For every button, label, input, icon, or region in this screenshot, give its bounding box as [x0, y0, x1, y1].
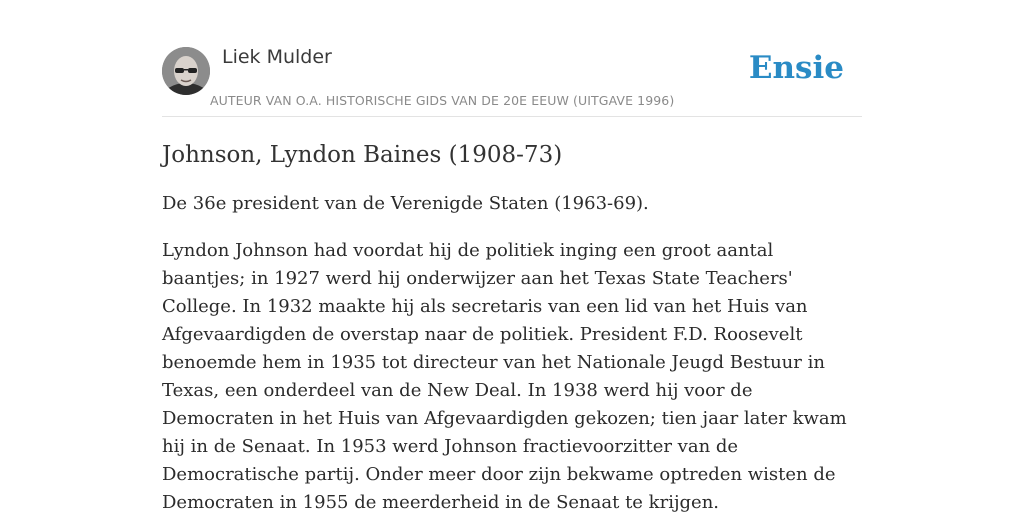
author-avatar[interactable] [162, 47, 210, 95]
article-lead: De 36e president van de Verenigde Staten (1963-69). [162, 193, 649, 214]
article-header [162, 44, 862, 117]
author-bio: AUTEUR VAN O.A. HISTORISCHE GIDS VAN DE 20E EEUW (UITGAVE 1996) [210, 93, 675, 108]
article-title: Johnson, Lyndon Baines (1908-73) [162, 142, 563, 168]
article-body: Lyndon Johnson had voordat hij de politiek inging een groot aantal baantjes; in 1927 werd hij onderwijzer aan het Texas State Teachers' College. In 1932 maakte hij als secretaris van een lid van het Huis van Afgevaardigden de overstap naar de politiek. President F.D. Roosevelt benoemde hem in 1935 tot directeur van het Nationale Jeugd Bestuur in Texas, een onderdeel van de New Deal. In 1938 werd hij voor de Democraten in het Huis van Afgevaardigden gekozen; tien jaar later kwam hij in de Senaat. In 1953 werd Johnson fractievoorzitter van de Democratische partij. Onder meer door zijn bekwame optreden wisten de Democraten in 1955 de meerderheid in de Senaat te krijgen. [162, 240, 847, 512]
article-content [162, 139, 862, 512]
author-photo-icon [162, 47, 210, 95]
brand-logo[interactable]: Ensie [748, 50, 844, 86]
author-name[interactable]: Liek Mulder [222, 46, 332, 68]
